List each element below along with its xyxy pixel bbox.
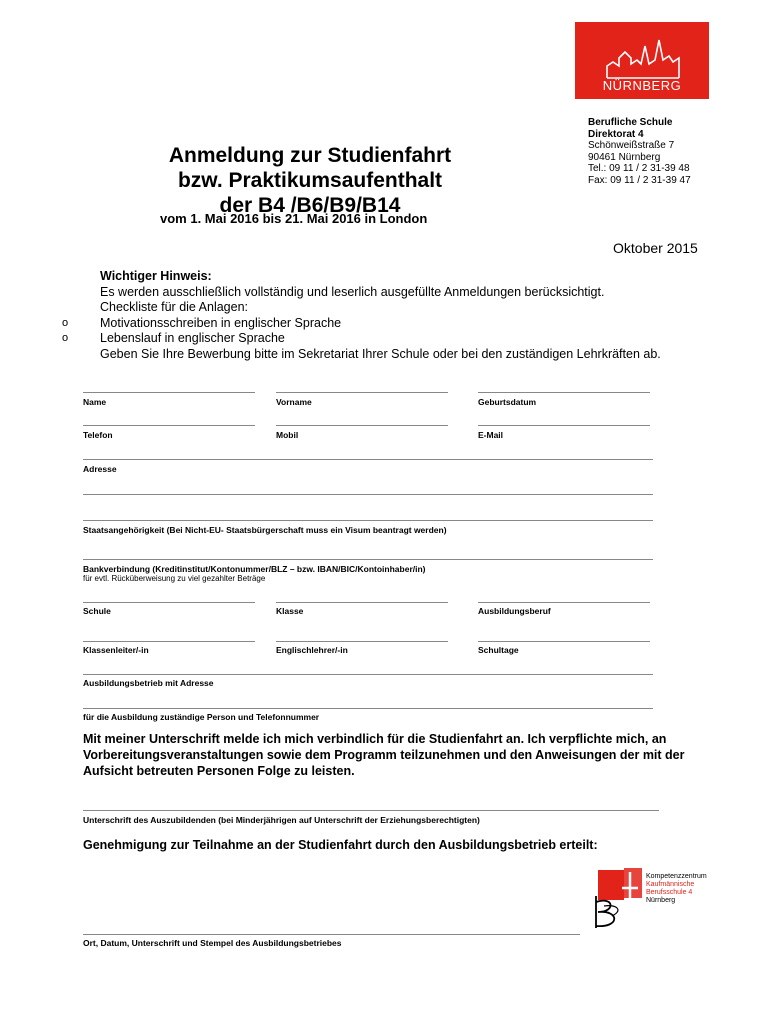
klassenleiter-line[interactable] [83,641,255,642]
title-line-2: bzw. Praktikumsaufenthalt [177,169,443,192]
schultage-label: Schultage [478,645,519,655]
address-city: 90461 Nürnberg [588,151,661,163]
email-line[interactable] [478,425,650,426]
telefon-label: Telefon [83,430,113,440]
vorname-line[interactable] [276,392,448,393]
b4-school-logo-icon [590,866,646,934]
ausbildungsberuf-label: Ausbildungsberuf [478,606,551,616]
school-logo-line-1: Kompetenzzentrum [646,873,707,880]
klasse-line[interactable] [276,602,448,603]
signature-line[interactable] [83,810,659,811]
notice-bullet-2: o Lebenslauf in englischer Sprache [100,331,740,347]
school-logo-line-3: Berufsschule 4 [646,889,693,896]
name-label: Name [83,397,107,407]
school-logo-line-4: Nürnberg [646,897,676,904]
notice-heading: Wichtiger Hinweis: [100,269,212,283]
declaration-text: Mit meiner Unterschrift melde ich mich verbindlich für die Studienfahrt an. Ich verpflichte mich, an Vorbereitungsveranstaltungen sowie dem Programm teilzunehmen und den Anweisungen der mit der Aufsicht betreuten Personen Folge zu leisten. [83,732,685,778]
bankverbindung-hint: für evtl. Rücküberweisung zu viel gezahlter Beträge [83,574,266,583]
notice-line-1: Es werden ausschließlich vollständig und leserlich ausgefüllte Anmeldungen berücksichtigt. [100,284,605,299]
nuernberg-skyline-icon [605,36,681,80]
approval-heading: Genehmigung zur Teilnahme an der Studienfahrt durch den Ausbildungsbetrieb erteilt: [83,838,598,852]
school-address [588,117,691,186]
ausbildungsbetrieb-line[interactable] [83,674,653,675]
title-line-1: Anmeldung zur Studienfahrt [168,144,452,167]
email-label: E-Mail [478,430,504,440]
city-logo [575,22,709,99]
schule-line[interactable] [83,602,255,603]
adresse-label: Adresse [83,464,117,474]
document-title [120,143,500,218]
zustaendige-person-label: für die Ausbildung zuständige Person und Telefonnummer [83,712,320,722]
notice-block [100,269,740,362]
company-signature-line[interactable] [83,934,580,935]
englischlehrer-line[interactable] [276,641,448,642]
klassenleiter-label: Klassenleiter/-in [83,645,149,655]
geburtsdatum-line[interactable] [478,392,650,393]
title-line-3: der B4 /B6/B9/B14 [219,194,401,217]
geburtsdatum-label: Geburtsdatum [478,397,537,407]
address-fax: Fax: 09 11 / 2 31-39 47 [588,174,691,186]
city-name: NÜRNBERG [602,78,682,93]
adresse-line-2[interactable] [83,494,653,495]
notice-line-3: Geben Sie Ihre Bewerbung bitte im Sekretariat Ihrer Schule oder bei den zuständigen Lehrkräften ab. [100,346,661,361]
address-line-2: Direktorat 4 [588,128,644,140]
schule-label: Schule [83,606,111,616]
school-logo-text [646,873,707,905]
address-line-1: Berufliche Schule [588,117,673,128]
signature-label: Unterschrift des Auszubildenden (bei Minderjährigen auf Unterschrift der Erziehungsberechtigten) [83,815,480,825]
adresse-line[interactable] [83,459,653,460]
address-phone: Tel.: 09 11 / 2 31-39 48 [588,163,690,174]
ausbildungsberuf-line[interactable] [478,602,650,603]
staatsangehoerigkeit-label: Staatsangehörigkeit (Bei Nicht-EU- Staatsbürgerschaft muss ein Visum beantragt werden) [83,525,447,535]
bankverbindung-label: Bankverbindung (Kreditinstitut/Kontonummer/BLZ – bzw. IBAN/BIC/Kontoinhaber/in) [83,564,426,574]
zustaendige-person-line[interactable] [83,708,653,709]
name-line[interactable] [83,392,255,393]
document-date: Oktober 2015 [613,240,698,256]
address-street: Schönweißstraße 7 [588,140,675,151]
company-signature-label: Ort, Datum, Unterschrift und Stempel des Ausbildungsbetriebes [83,938,342,948]
school-logo-line-2: Kaufmännische [646,881,695,888]
englischlehrer-label: Englischlehrer/-in [276,645,348,655]
staatsangehoerigkeit-line[interactable] [83,520,653,521]
notice-line-2: Checkliste für die Anlagen: [100,300,249,314]
notice-bullet-1: o Motivationsschreiben in englischer Sprache [100,316,740,332]
vorname-label: Vorname [276,397,312,407]
mobil-line[interactable] [276,425,448,426]
mobil-label: Mobil [276,430,299,440]
klasse-label: Klasse [276,606,304,616]
bankverbindung-line[interactable] [83,559,653,560]
ausbildungsbetrieb-label: Ausbildungsbetrieb mit Adresse [83,678,214,688]
school-logo [590,866,710,934]
schultage-line[interactable] [478,641,650,642]
document-subtitle: vom 1. Mai 2016 bis 21. Mai 2016 in London [160,211,428,226]
telefon-line[interactable] [83,425,255,426]
